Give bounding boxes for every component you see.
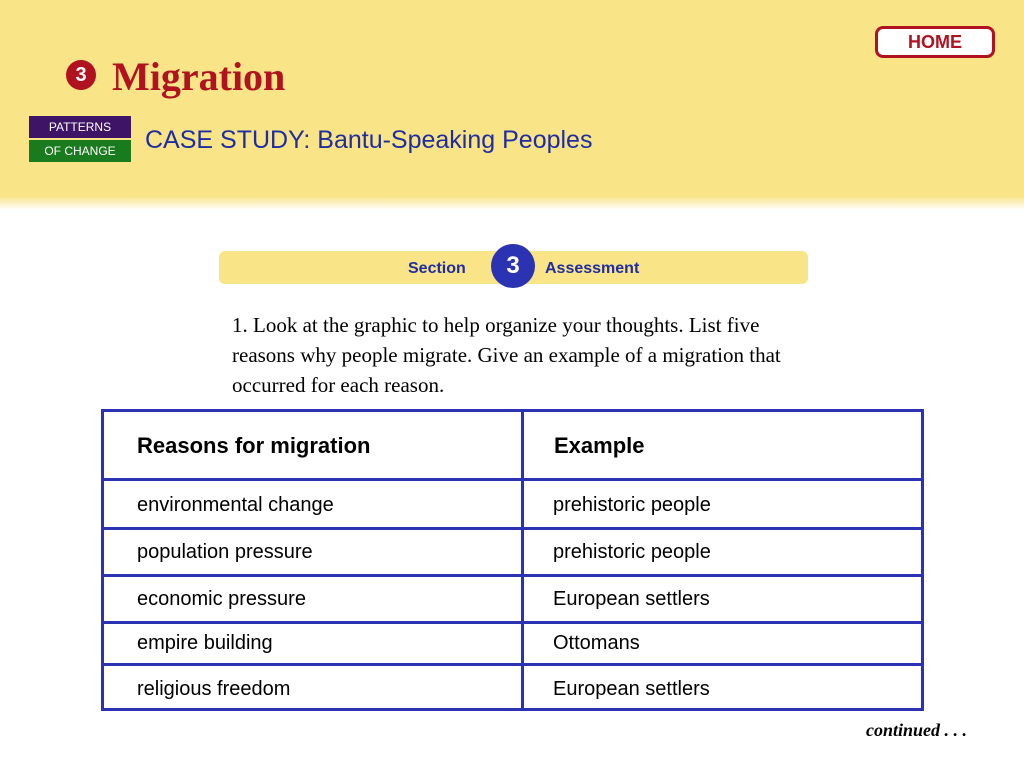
theme-badge-bottom: OF CHANGE: [29, 140, 131, 162]
section-number-badge: 3: [491, 244, 535, 288]
table-cell-reason: economic pressure: [137, 588, 306, 610]
table-cell-reason: population pressure: [137, 541, 313, 563]
chapter-title: Migration: [112, 54, 286, 99]
table-cell-reason: empire building: [137, 632, 273, 654]
theme-badge-top: PATTERNS: [29, 116, 131, 138]
chapter-number-badge: 3: [66, 60, 96, 90]
table-cell-example: prehistoric people: [553, 541, 711, 563]
reasons-table: [101, 409, 924, 711]
table-cell-example: prehistoric people: [553, 494, 711, 516]
continued-note: continued . . .: [866, 720, 968, 740]
table-row-divider: [104, 663, 921, 666]
home-button[interactable]: HOME: [875, 26, 995, 58]
theme-badge: [29, 116, 131, 162]
table-header-reasons: Reasons for migration: [137, 433, 371, 458]
table-row-divider: [104, 621, 921, 624]
table-cell-reason: religious freedom: [137, 678, 291, 700]
table-row-divider: [104, 478, 921, 481]
question-text: 1. Look at the graphic to help organize your thoughts. List five reasons why people migrate. Give an example of a migration that occurred for each reason.: [232, 313, 781, 397]
table-cell-example: European settlers: [553, 678, 710, 700]
assessment-label: Assessment: [545, 260, 640, 277]
table-row-divider: [104, 574, 921, 577]
table-cell-example: European settlers: [553, 588, 710, 610]
table-row-divider: [104, 527, 921, 530]
table-cell-reason: environmental change: [137, 494, 334, 516]
table-header-example: Example: [554, 433, 645, 458]
section-label: Section: [408, 260, 466, 277]
header-fade: [0, 196, 1024, 210]
case-study-title: CASE STUDY: Bantu-Speaking Peoples: [145, 126, 593, 154]
table-cell-example: Ottomans: [553, 632, 640, 654]
